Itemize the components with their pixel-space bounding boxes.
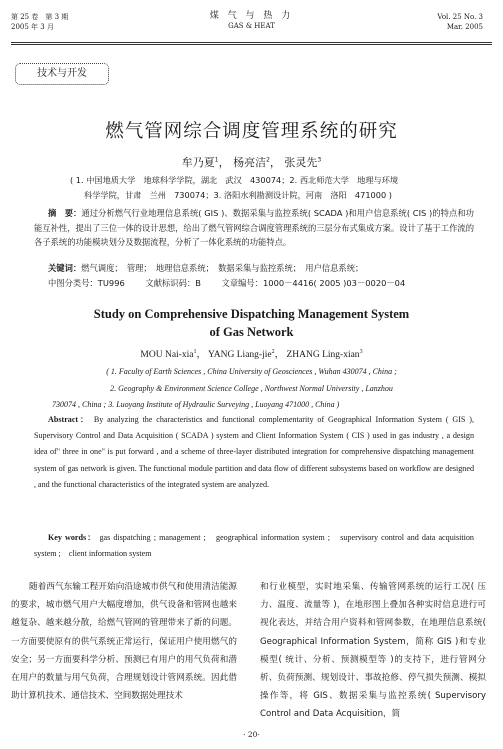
journal-name-en: GAS & HEAT — [228, 22, 275, 30]
document-code: 文献标识码：B — [145, 278, 201, 288]
volume-issue: 第 25 卷 第 3 期 — [11, 13, 69, 21]
affiliation-line: ( 1. 中国地质大学 地球科学学院，湖北 武汉 430074；2. 西北师范大学 地理与环境 — [70, 175, 399, 185]
column-label: 技术与开发 — [15, 63, 109, 85]
paper-title-en — [0, 305, 503, 341]
keywords-text-cn: 燃气调度； 管理； 地理信息系统； 数据采集与监控系统； 用户信息系统； — [81, 263, 364, 273]
keywords-text-en: gas dispatching ; management ; geographical information system ; supervisory control and data acquisition system ; client information system — [34, 533, 474, 558]
body-text-left: 随着西气东输工程开始向沿途城市供气和使用清洁能源的要求，城市燃气用户大幅度增加，供气设备和管网也越来越复杂、越来越分散，给燃气管网的管理带来了新的问题。一方面要使原有的供气系统正常运行，保证用户使用燃气的安全；另一方面要科学分析、预测已有用户的用气负荷和潜在用户的数量与用气负荷，合理规划设计管网系统。因此借助计算机技术、通信技术、空间数据处理技术 — [11, 582, 237, 702]
affiliation-en-line: 730074 , China ; 3. Luoyang Institute of Hydraulic Surveying , Luoyang 471000 , China ) — [52, 400, 340, 409]
body-column-right — [260, 578, 486, 724]
journal-name — [0, 11, 503, 31]
journal-volume-info-en — [437, 12, 483, 32]
keywords-label-en: Key words： — [48, 533, 97, 542]
title-en-line: of Gas Network — [209, 325, 294, 339]
header-rule-thin — [11, 44, 492, 45]
abstract-cn — [34, 206, 474, 250]
classification-line — [48, 277, 478, 289]
page-number: · 20· — [243, 730, 260, 739]
author-name: 牟乃夏 — [181, 156, 215, 169]
affiliation-en-line: ( 1. Faculty of Earth Sciences , China University of Geosciences , Wuhan 430074 , China ; — [106, 367, 397, 376]
authors-cn: 牟乃夏$^1$， 杨亮洁$^2$， 张灵先$^3$ — [181, 156, 322, 169]
author-name: 杨亮洁 — [233, 156, 267, 169]
abstract-label-en: Abstract： — [48, 415, 90, 424]
publication-date-en: Mar. 2005 — [446, 23, 483, 31]
body-column-left — [11, 578, 237, 705]
abstract-label-cn: 摘 要： — [48, 208, 82, 218]
affiliations-cn — [70, 173, 480, 203]
abstract-en — [34, 412, 474, 493]
clc-number: 中图分类号：TU996 — [48, 278, 125, 288]
authors-en: MOU Nai-xia$^1$， YANG Liang-jie$^2$， ZHANG Ling-xian$^3$ — [140, 348, 363, 360]
volume-issue-en: Vol. 25 No. 3 — [437, 13, 483, 21]
author-affiliation-mark: 3 — [359, 348, 363, 355]
paper-title-cn: 燃气管网综合调度管理系统的研究 — [105, 121, 398, 142]
body-text-right: 和行业模型，实时地采集、传输管网系统的运行工况( 压力、温度、流量等 )，在地形图上叠加各种实时信息进行可视化表达，并结合用户资料和管网参数，在地理信息系统( Geographical Information System，简称 GIS )和专业模型( 统计、分析、预测模型等 )的支持下，进行管网分析、负荷预测、规划设计、事故抢修、停气损失预测、模拟操作等，将 GIS、数据采集与监控系统( Supervisory Control and Data Acquisition，简 — [260, 582, 486, 720]
author-name-en: ZHANG Ling-xian — [286, 350, 360, 360]
keywords-en — [34, 530, 474, 562]
author-affiliation-mark: 1 — [214, 156, 219, 164]
article-number: 文章编号：1000－4416( 2005 )03－0020－04 — [221, 278, 406, 288]
journal-name-cn: 煤 气 与 热 力 — [209, 11, 294, 21]
affiliation-line: 科学学院，甘肃 兰州 730074；3. 洛阳水利勘测设计院，河南 洛阳 471000 ) — [84, 190, 392, 200]
abstract-text-cn: 通过分析燃气行业地理信息系统( GIS )、数据采集与监控系统( SCADA )和用户信息系统( CIS )的特点和功能互补性，提出了三位一体的设计思想，给出了燃气管网综合调度管理系统的三层分布式集成方案。设计了基于工作流的各子系统的功能模块划分及数据流程，分析了一体化系统的功能特点。 — [34, 208, 474, 247]
abstract-text-en: By analyzing the characteristics and functional complementarity of Geographical Information System ( GIS ), Supervisory Control and Data Acquisition ( SCADA ) system and Client Information System ( CIS ) used in gas industry , a design idea of" three in one" is put forward , and a scheme of three-layer distributed integration for comprehensive dispatching management system of gas network is given. The functional module partition and data flow of different subsystems based on workflow are designed , and the functional characteristics of the integrated system are analyzed. — [34, 415, 474, 489]
affiliation-en-line: 2. Geography & Environment Science College , Northwest Normal University , Lanzhou — [110, 383, 393, 393]
author-affiliation-mark: 2 — [271, 348, 275, 355]
publication-date-cn: 2005 年 3 月 — [11, 23, 54, 31]
author-affiliation-mark: 1 — [193, 348, 197, 355]
author-name-en: YANG Liang-jie — [207, 350, 272, 360]
author-affiliation-mark: 2 — [266, 156, 270, 164]
author-name-en: MOU Nai-xia — [140, 350, 194, 360]
author-name: 张灵先 — [284, 156, 318, 169]
title-en-line: Study on Comprehensive Dispatching Management System — [93, 307, 410, 321]
header-rule-thick — [11, 42, 492, 43]
keywords-label-cn: 关键词： — [48, 263, 82, 273]
affiliations-en — [0, 364, 503, 414]
keywords-cn — [48, 262, 478, 274]
author-affiliation-mark: 3 — [317, 156, 322, 164]
